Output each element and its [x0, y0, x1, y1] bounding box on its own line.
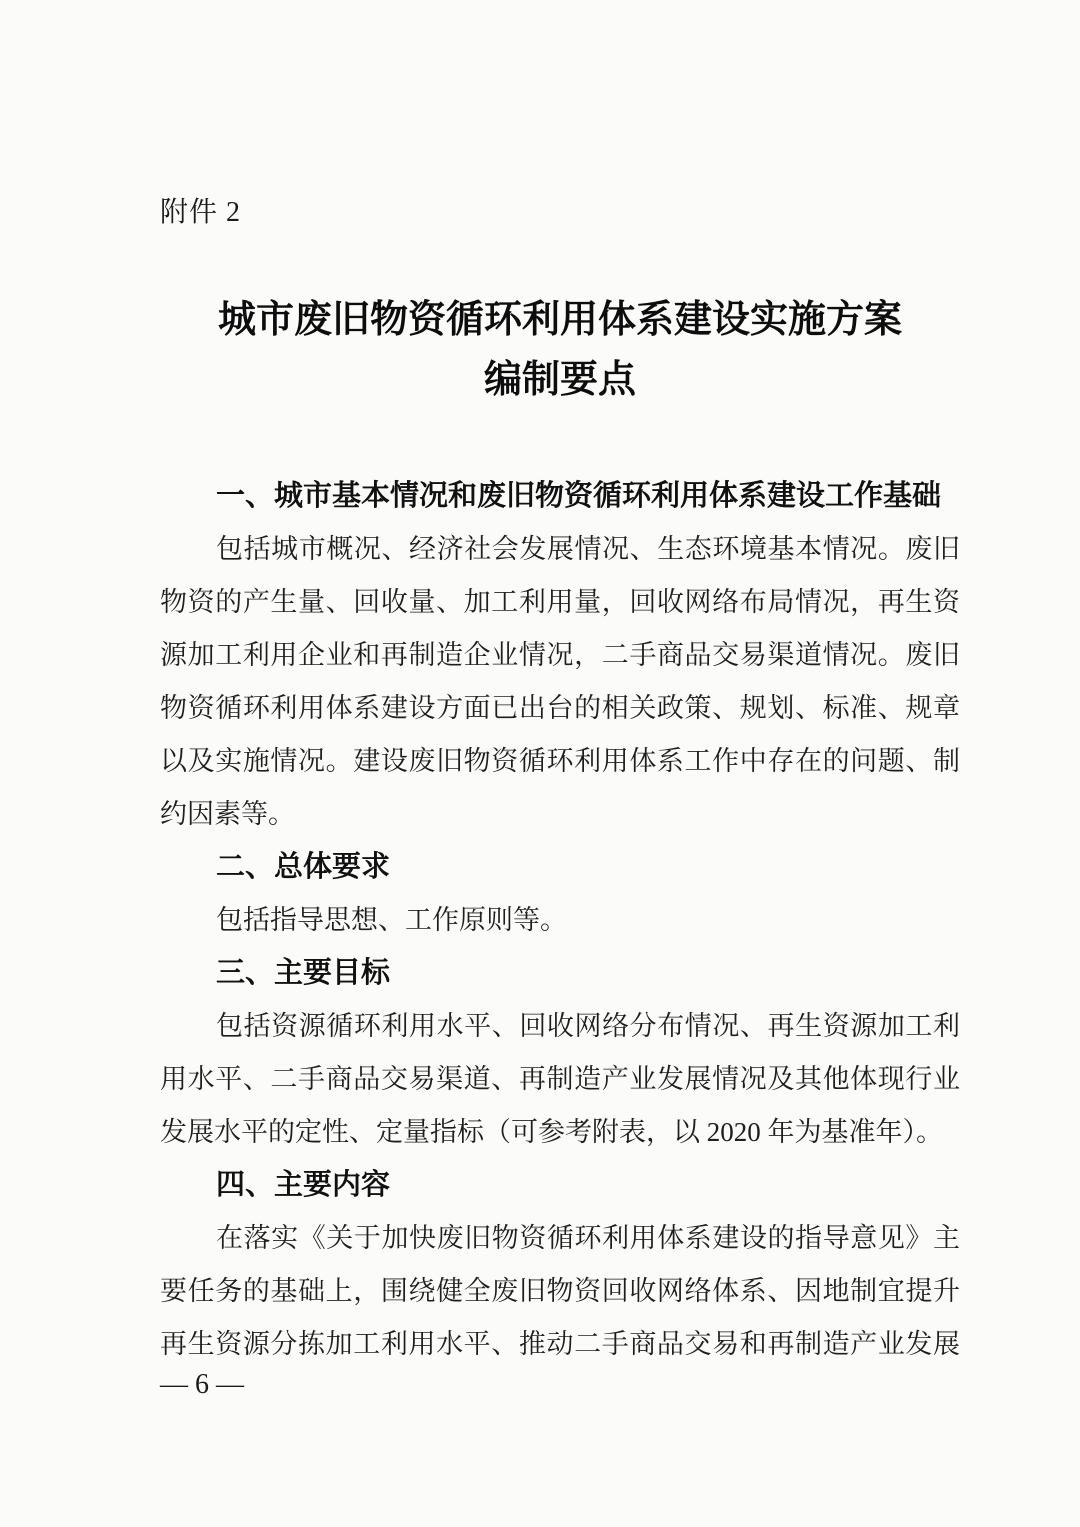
page-number: — 6 —: [160, 1369, 244, 1400]
page-content: [160, 0, 960, 1527]
document-title-line1: 城市废旧物资循环利用体系建设实施方案: [217, 299, 902, 341]
body-line: 发展水平的定性、定量指标（可参考附表，以 2020 年为基准年）。: [160, 1117, 943, 1147]
body-line: 要任务的基础上，围绕健全废旧物资回收网络体系、因地制宜提升: [160, 1276, 960, 1306]
section-heading-1: 一、城市基本情况和废旧物资循环利用体系建设工作基础: [216, 480, 942, 512]
body-line: 物资的产生量、回收量、加工利用量，回收网络布局情况，再生资: [160, 587, 960, 617]
document-title: [160, 290, 960, 410]
body-line: 约因素等。: [160, 799, 295, 829]
body-line: 包括指导思想、工作原则等。: [216, 905, 567, 935]
section-heading-2: 二、总体要求: [216, 851, 391, 883]
section-heading-4: 四、主要内容: [216, 1169, 391, 1201]
body-line: 物资循环利用体系建设方面已出台的相关政策、规划、标准、规章: [160, 693, 960, 723]
body-line: 在落实《关于加快废旧物资循环利用体系建设的指导意见》主: [216, 1223, 960, 1253]
body-line: 源加工利用企业和再制造企业情况，二手商品交易渠道情况。废旧: [160, 640, 960, 670]
section-heading-3: 三、主要目标: [216, 957, 391, 989]
body-line: 包括城市概况、经济社会发展情况、生态环境基本情况。废旧: [216, 534, 960, 564]
body-line: 包括资源循环利用水平、回收网络分布情况、再生资源加工利: [216, 1011, 960, 1041]
body-line: 再生资源分拣加工利用水平、推动二手商品交易和再制造产业发展: [160, 1329, 960, 1359]
body-line: 以及实施情况。建设废旧物资循环利用体系工作中存在的问题、制: [160, 746, 960, 776]
body-line: 用水平、二手商品交易渠道、再制造产业发展情况及其他体现行业: [160, 1064, 960, 1094]
attachment-label: 附件 2: [160, 197, 242, 228]
document-body: [160, 470, 960, 1371]
document-title-line2: 编制要点: [483, 359, 636, 401]
